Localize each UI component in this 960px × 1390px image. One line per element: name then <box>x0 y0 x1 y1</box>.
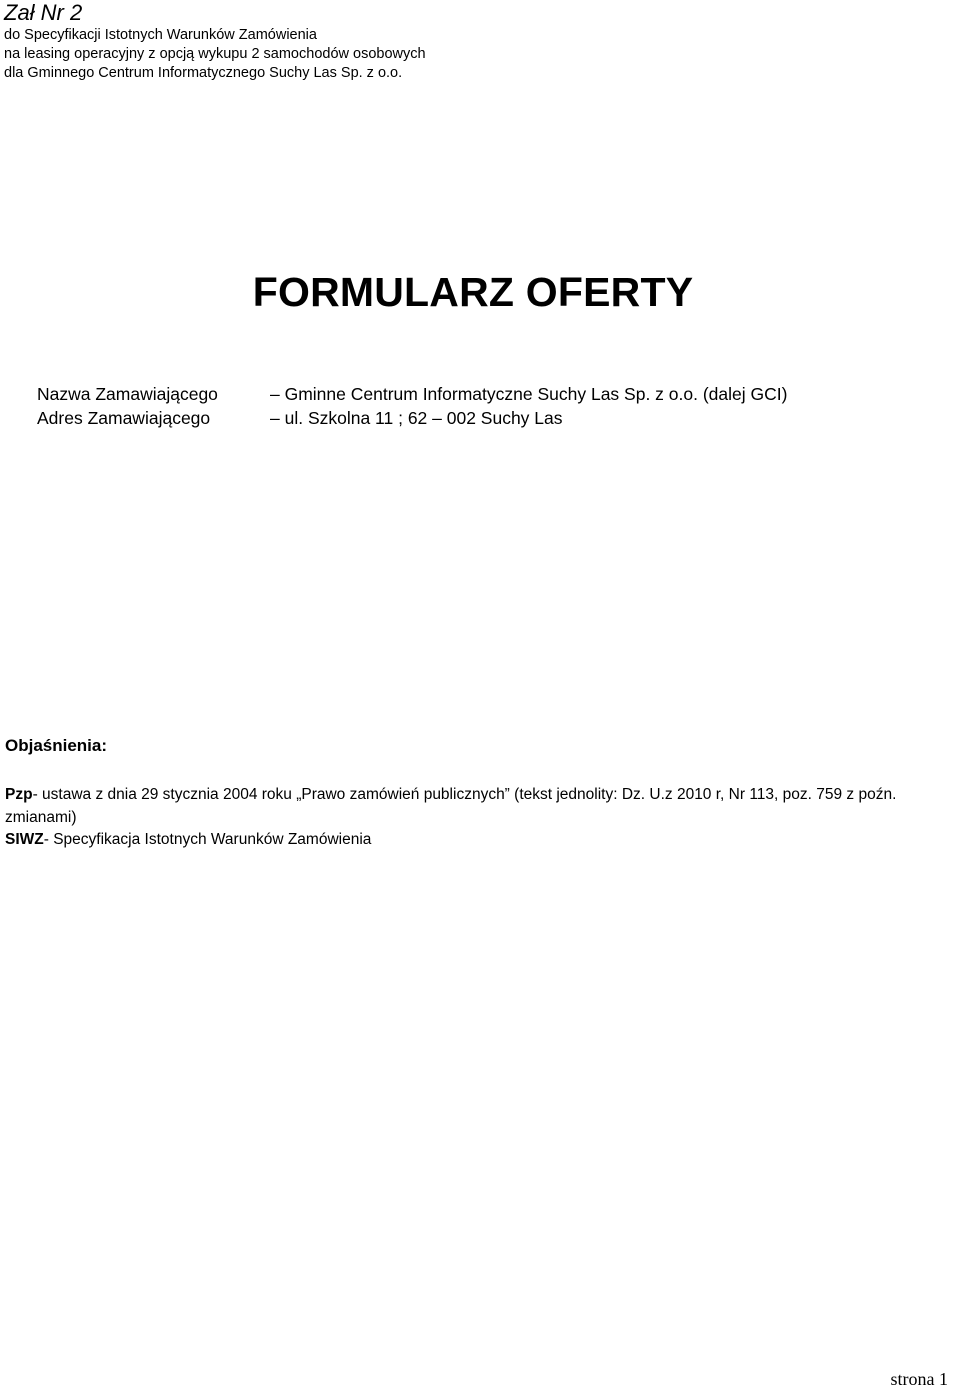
definitions-list <box>5 784 950 852</box>
definition-text: - Specyfikacja Istotnych Warunków Zamówienia <box>43 831 372 848</box>
contracting-party-name-value: – Gminne Centrum Informatyczne Suchy Las Sp. z o.o. (dalej GCI) <box>270 384 788 404</box>
contracting-party-address-row <box>37 406 563 430</box>
document-header <box>4 0 426 83</box>
form-title: FORMULARZ OFERTY <box>252 269 694 315</box>
page-number: strona 1 <box>890 1369 948 1389</box>
contracting-party-name-row <box>37 382 787 406</box>
header-line-recipient: dla Gminnego Centrum Informatycznego Suchy Las Sp. z o.o. <box>4 65 403 81</box>
definition-term: SIWZ <box>5 831 44 848</box>
contracting-party-address-label: Adres Zamawiającego <box>37 408 211 428</box>
definition-text: - ustawa z dnia 29 stycznia 2004 roku „Prawo zamówień publicznych” (tekst jednolity: Dz. U.z 2010 r, Nr 113, poz. 759 z poźn. zmianami) <box>5 786 897 826</box>
header-line-subject: na leasing operacyjny z opcją wykupu 2 samochodów osobowych <box>4 46 426 62</box>
definition-siwz <box>5 829 950 852</box>
definition-term: Pzp <box>5 786 33 803</box>
contracting-party-address-value: – ul. Szkolna 11 ; 62 – 002 Suchy Las <box>270 408 563 428</box>
definition-pzp <box>5 784 950 829</box>
explanations-heading: Objaśnienia: <box>5 736 108 755</box>
attachment-number: Zał Nr 2 <box>4 0 83 25</box>
header-line-specification: do Specyfikacji Istotnych Warunków Zamówienia <box>4 27 317 43</box>
contracting-party-name-label: Nazwa Zamawiającego <box>37 384 218 404</box>
